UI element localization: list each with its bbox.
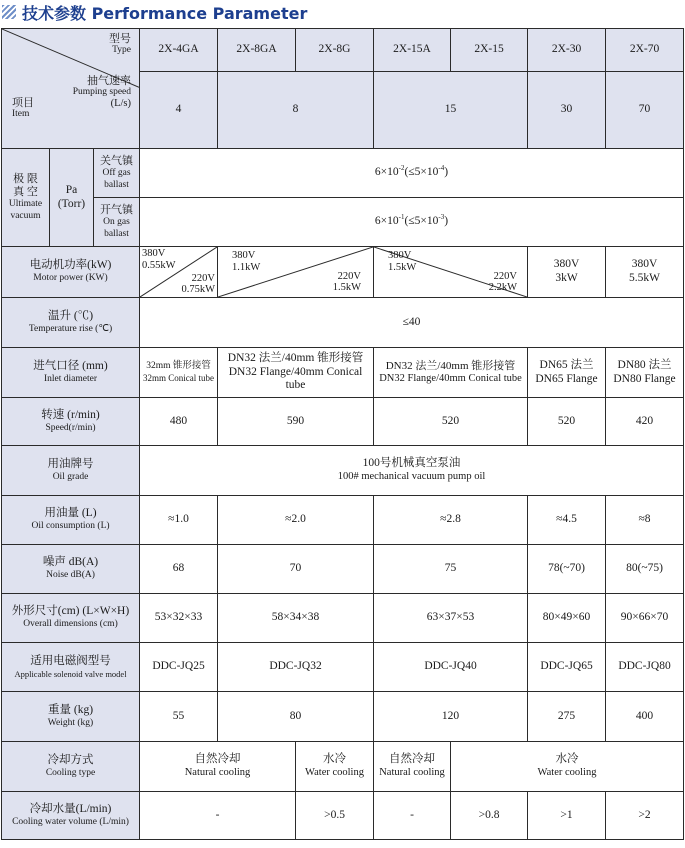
- pumping-speed-cell: 70: [606, 72, 684, 149]
- oil-consumption-label: 用油量 (L) Oil consumption (L): [2, 496, 140, 545]
- model-cell: 2X-15A: [374, 29, 451, 72]
- table-row-valve: [2, 643, 684, 692]
- valve-value: DDC-JQ40: [374, 643, 528, 692]
- table-row-inlet: [2, 348, 684, 398]
- table-row-motor-power: [2, 247, 684, 298]
- dimensions-value: 53×32×33: [140, 594, 218, 643]
- model-cell: 2X-70: [606, 29, 684, 72]
- pumping-speed-cell: 4: [140, 72, 218, 149]
- noise-value: 75: [374, 545, 528, 594]
- noise-value: 78(~70): [528, 545, 606, 594]
- cooling-water-value: -: [140, 792, 296, 840]
- speed-value: 520: [374, 398, 528, 446]
- motor-380v-value: 380V 1.1kW: [232, 250, 261, 273]
- table-row-weight: [2, 692, 684, 742]
- model-cell: 2X-8G: [296, 29, 374, 72]
- speed-value: 420: [606, 398, 684, 446]
- model-cell: 2X-8GA: [218, 29, 296, 72]
- motor-220v-value: 220V 1.5kW: [332, 270, 362, 294]
- dimensions-value: 90×66×70: [606, 594, 684, 643]
- valve-value: DDC-JQ65: [528, 643, 606, 692]
- inlet-value: DN80 法兰 DN80 Flange: [606, 348, 684, 398]
- table-row-speed: [2, 398, 684, 446]
- speed-value: 520: [528, 398, 606, 446]
- inlet-value: DN32 法兰/40mm 锥形接管 DN32 Flange/40mm Conical tube: [374, 348, 528, 398]
- inlet-value: DN65 法兰 DN65 Flange: [528, 348, 606, 398]
- table-row-cooling-water: [2, 792, 684, 840]
- motor-power-cell-8: [218, 247, 374, 298]
- weight-label: 重量 (kg) Weight (kg): [2, 692, 140, 742]
- ultimate-on-value: $6\times 10^{-1}(\le 5\times 10^{-3})$: [140, 198, 684, 247]
- table-row-type: [2, 29, 684, 72]
- oil-consumption-value: ≈8: [606, 496, 684, 545]
- oil-grade-value: 100号机械真空泵油 100# mechanical vacuum pump oil: [140, 446, 684, 496]
- inlet-value: DN32 法兰/40mm 锥形接管 DN32 Flange/40mm Conical tube: [218, 348, 374, 398]
- cooling-water-value: >1: [528, 792, 606, 840]
- cooling-water-value: -: [374, 792, 451, 840]
- table-row-noise: [2, 545, 684, 594]
- cooling-value: 水冷 Water cooling: [296, 742, 374, 792]
- cooling-value: 水冷 Water cooling: [451, 742, 684, 792]
- valve-value: DDC-JQ25: [140, 643, 218, 692]
- weight-value: 55: [140, 692, 218, 742]
- on-gas-ballast-label: 开气镇 On gas ballast: [94, 198, 140, 247]
- table-row-dimensions: [2, 594, 684, 643]
- temperature-label: 温升 (℃) Temperature rise (℃): [2, 298, 140, 348]
- inlet-label: 进气口径 (mm) Inlet diameter: [2, 348, 140, 398]
- weight-value: 80: [218, 692, 374, 742]
- weight-value: 120: [374, 692, 528, 742]
- weight-value: 400: [606, 692, 684, 742]
- ultimate-vacuum-label: 极 限 真 空 Ultimate vacuum: [2, 149, 50, 247]
- pumping-speed-cell: 15: [374, 72, 528, 149]
- noise-value: 68: [140, 545, 218, 594]
- cooling-water-value: >2: [606, 792, 684, 840]
- corner-type-label: 型号 Type: [109, 33, 132, 56]
- oil-consumption-value: ≈1.0: [140, 496, 218, 545]
- motor-220v-value: 220V 2.2kW: [488, 270, 518, 294]
- table-row-temperature: [2, 298, 684, 348]
- motor-380v-value: 380V 1.5kW: [388, 250, 417, 273]
- cooling-label: 冷却方式 Cooling type: [2, 742, 140, 792]
- dimensions-label: 外形尺寸(cm) (L×W×H) Overall dimensions (cm): [2, 594, 140, 643]
- page-title: 技术参数 Performance Parameter: [22, 3, 308, 23]
- table-row-oil-consumption: [2, 496, 684, 545]
- temperature-value: ≤40: [140, 298, 684, 348]
- speed-value: 590: [218, 398, 374, 446]
- speed-label: 转速 (r/min) Speed(r/min): [2, 398, 140, 446]
- motor-power-cell-30: 380V 3kW: [528, 247, 606, 298]
- motor-power-cell-4ga: [140, 247, 218, 298]
- ultimate-unit-label: Pa (Torr): [50, 149, 94, 247]
- model-cell: 2X-30: [528, 29, 606, 72]
- motor-power-label: 电动机功率(kW) Motor power (KW): [2, 247, 140, 298]
- valve-value: DDC-JQ80: [606, 643, 684, 692]
- cooling-water-label: 冷却水量(L/min) Cooling water volume (L/min): [2, 792, 140, 840]
- dimensions-value: 58×34×38: [218, 594, 374, 643]
- motor-power-cell-70: 380V 5.5kW: [606, 247, 684, 298]
- table-row-ultimate-on: [2, 198, 684, 247]
- off-gas-ballast-label: 关气镇 Off gas ballast: [94, 149, 140, 198]
- valve-value: DDC-JQ32: [218, 643, 374, 692]
- oil-consumption-value: ≈2.8: [374, 496, 528, 545]
- dimensions-value: 63×37×53: [374, 594, 528, 643]
- motor-380v-value: 380V 0.55kW: [142, 248, 176, 271]
- cooling-water-value: >0.5: [296, 792, 374, 840]
- model-cell: 2X-15: [451, 29, 528, 72]
- performance-parameter-table: [1, 28, 684, 840]
- corner-header-cell: [2, 29, 140, 149]
- table-row-cooling: [2, 742, 684, 792]
- cooling-value: 自然冷却 Natural cooling: [374, 742, 451, 792]
- header-stripes-icon: [2, 5, 16, 19]
- noise-value: 70: [218, 545, 374, 594]
- corner-item-label: 项目 Item: [12, 97, 34, 120]
- motor-220v-value: 220V 0.75kW: [181, 272, 216, 296]
- ultimate-off-value: $6\times 10^{-2}(\le 5\times 10^{-4})$: [140, 149, 684, 198]
- motor-power-cell-15: [374, 247, 528, 298]
- cooling-water-value: >0.8: [451, 792, 528, 840]
- pumping-speed-cell: 30: [528, 72, 606, 149]
- corner-pumping-label: 抽气速率 Pumping speed (L/s): [72, 75, 132, 109]
- cooling-value: 自然冷却 Natural cooling: [140, 742, 296, 792]
- valve-label: 适用电磁阀型号 Applicable solenoid valve model: [2, 643, 140, 692]
- model-cell: 2X-4GA: [140, 29, 218, 72]
- inlet-value: 32mm 锥形接管 32mm Conical tube: [140, 348, 218, 398]
- speed-value: 480: [140, 398, 218, 446]
- oil-consumption-value: ≈4.5: [528, 496, 606, 545]
- table-row-ultimate-off: [2, 149, 684, 198]
- pumping-speed-cell: 8: [218, 72, 374, 149]
- page-header: [0, 0, 685, 24]
- weight-value: 275: [528, 692, 606, 742]
- noise-value: 80(~75): [606, 545, 684, 594]
- oil-grade-label: 用油牌号 Oil grade: [2, 446, 140, 496]
- noise-label: 噪声 dB(A) Noise dB(A): [2, 545, 140, 594]
- dimensions-value: 80×49×60: [528, 594, 606, 643]
- oil-consumption-value: ≈2.0: [218, 496, 374, 545]
- table-row-oil-grade: [2, 446, 684, 496]
